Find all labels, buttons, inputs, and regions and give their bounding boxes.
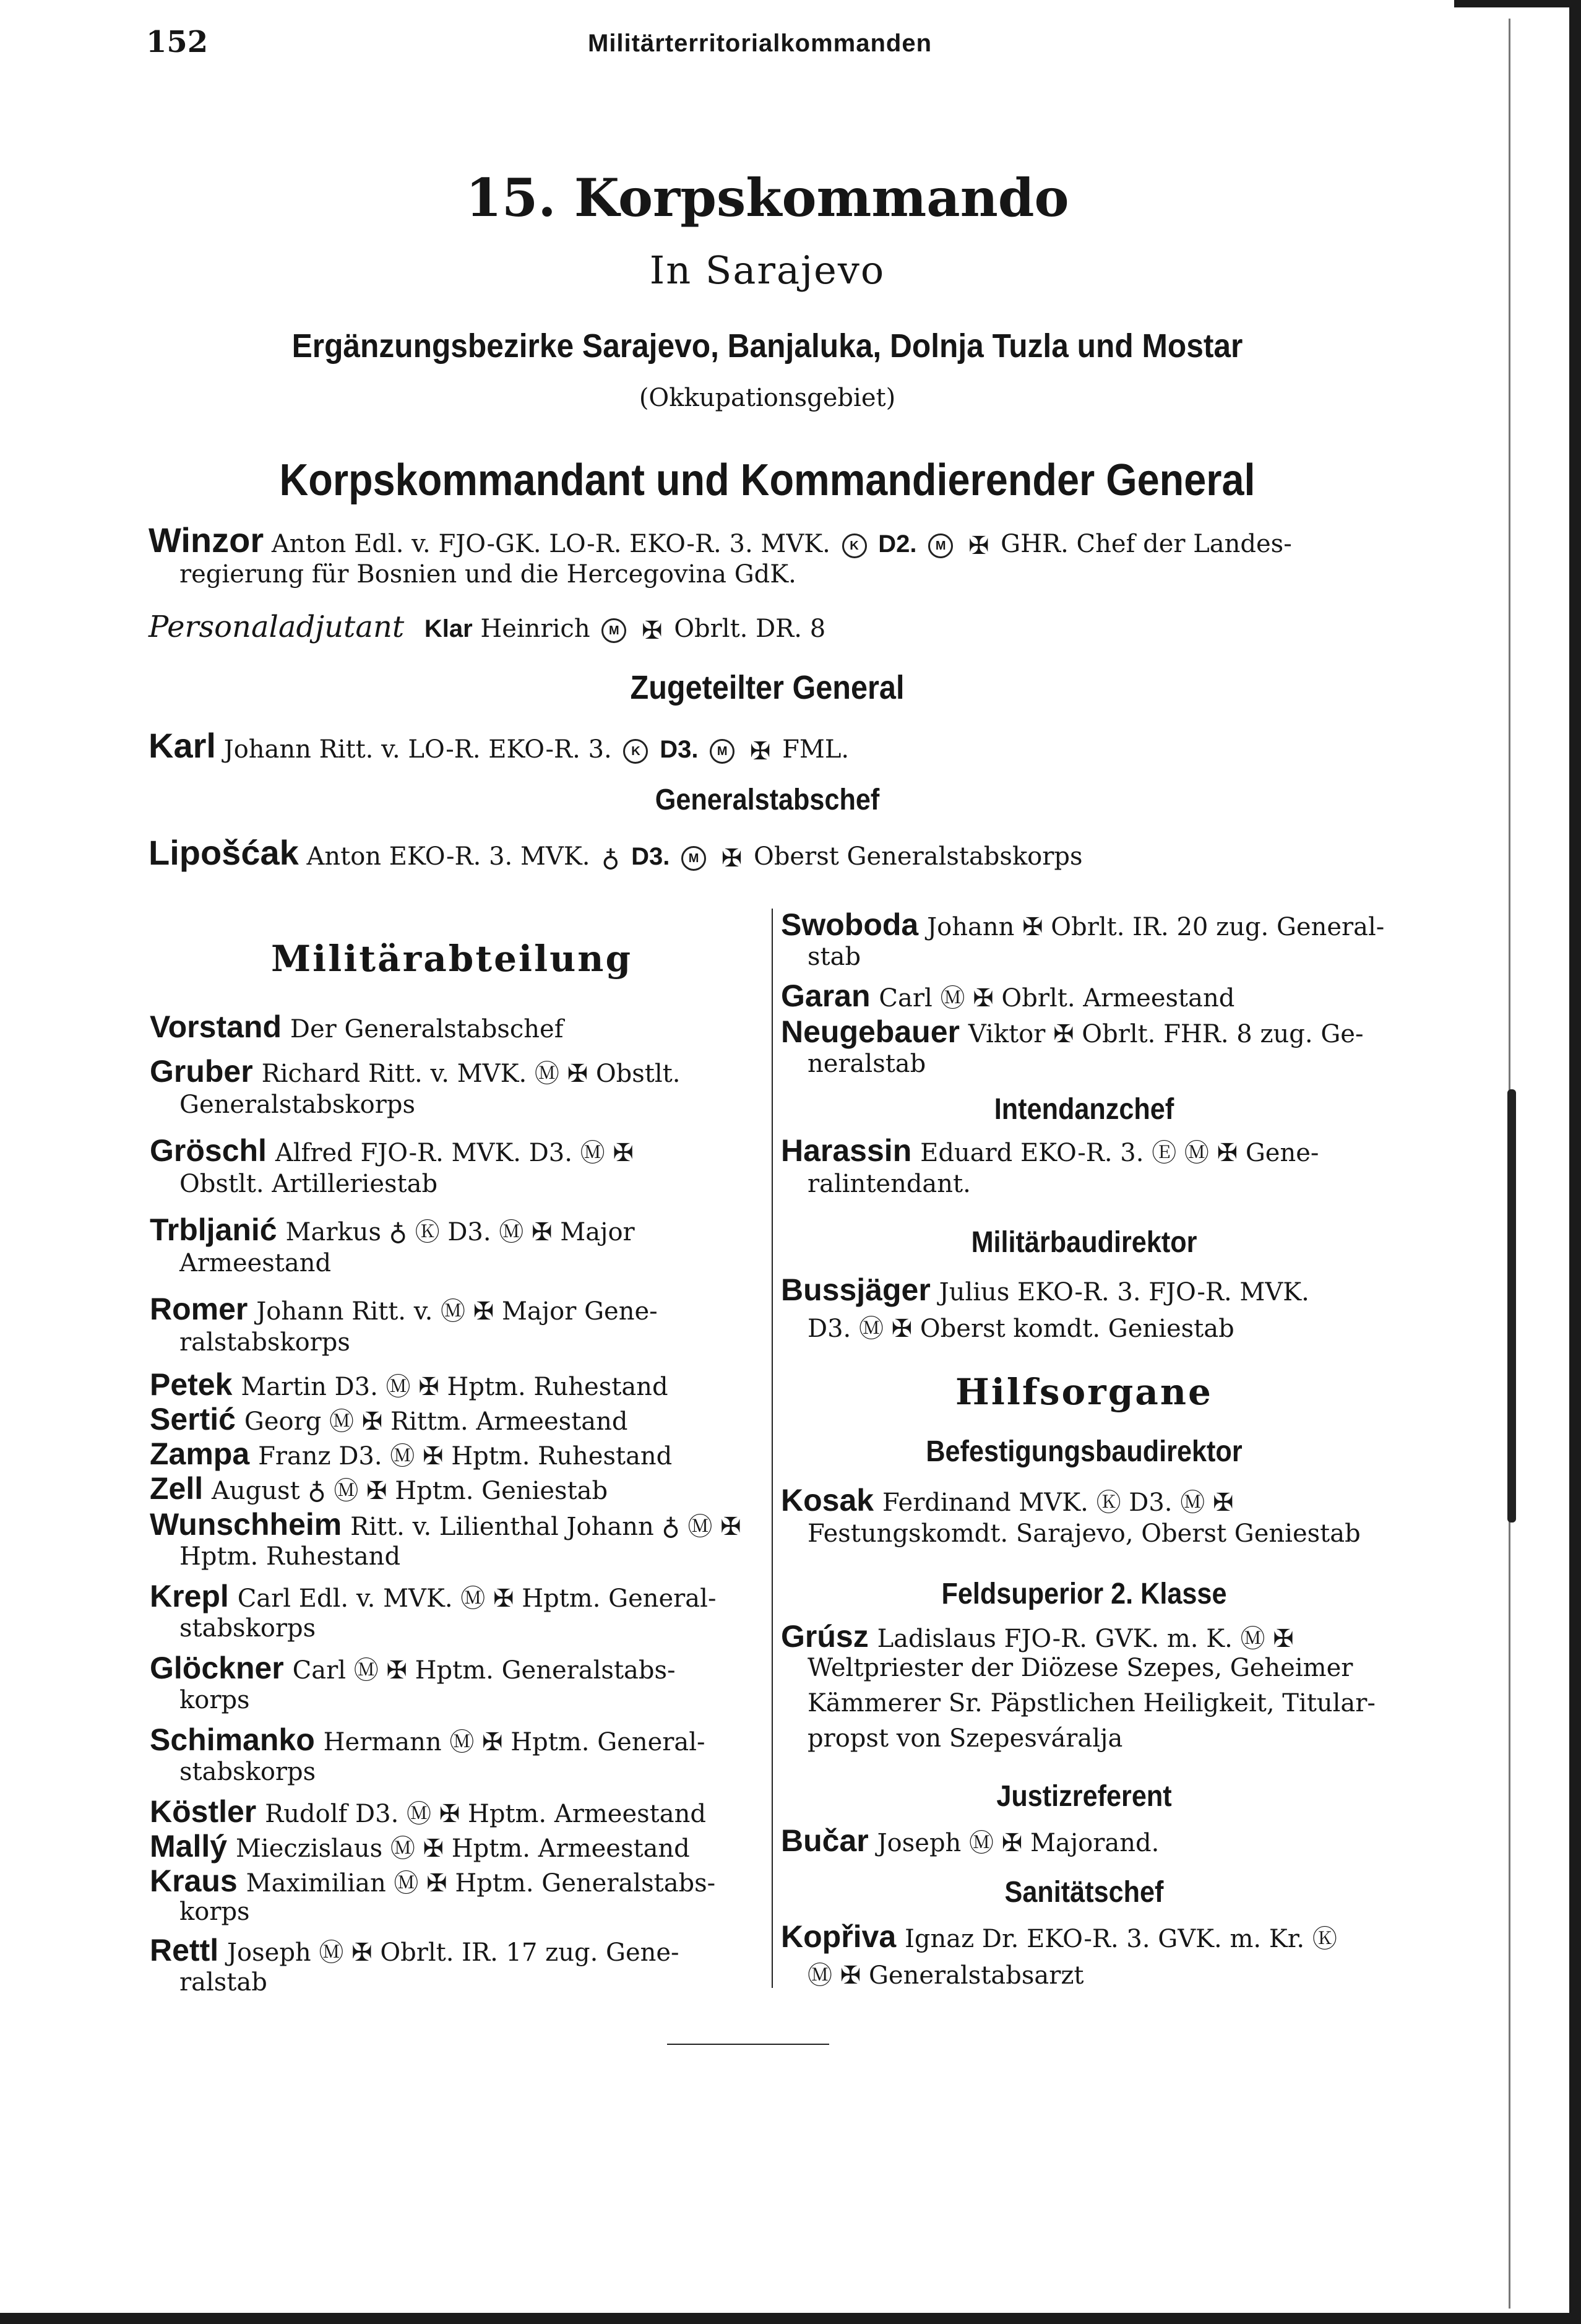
list-item xyxy=(781,1823,1159,1859)
section-heading: Befestigungsbaudirektor xyxy=(926,1435,1243,1468)
section-heading: Justizreferent xyxy=(996,1780,1172,1813)
entry-text: Weltpriester der Diözese Szepes, Geheimer xyxy=(808,1654,1353,1682)
entry-text: Julius EKO-R. 3. FJO-R. MVK. xyxy=(939,1278,1309,1307)
list-item xyxy=(781,907,1384,943)
entry-text: Der Generalstabschef xyxy=(290,1015,564,1043)
entry-name: Bussjäger xyxy=(781,1272,939,1307)
entry-text: Anton EKO-R. 3. MVK. xyxy=(306,842,590,871)
list-item-continuation xyxy=(179,1898,250,1926)
entry-text: Ignaz Dr. EKO-R. 3. GVK. m. Kr. Ⓚ xyxy=(905,1925,1337,1953)
entry-name: Zampa xyxy=(150,1436,259,1471)
entry-text: Carl Ⓜ ✠ Hptm. Generalstabs- xyxy=(292,1656,676,1685)
commander-heading: Korpskommandant und Kommandierender General xyxy=(279,456,1256,505)
list-item xyxy=(150,1578,716,1614)
list-item-continuation xyxy=(808,1309,1234,1344)
entry-text: Alfred FJO-R. MVK. D3. Ⓜ ✠ xyxy=(275,1139,634,1167)
list-item-continuation xyxy=(179,1091,415,1119)
entry-continuation: regierung für Bosnien und die Hercegovina GdK. xyxy=(179,560,796,589)
medal-k-icon: K xyxy=(842,533,867,558)
entry-text: Johann Ritt. v. Ⓜ ✠ Major Gene- xyxy=(256,1297,658,1326)
list-item xyxy=(150,1291,658,1327)
entry-adjutant xyxy=(149,610,825,645)
list-item xyxy=(150,1828,690,1864)
entry-text: stab xyxy=(808,943,861,971)
section-heading: Militärbaudirektor xyxy=(971,1226,1197,1259)
entry-name: Kopřiva xyxy=(781,1919,905,1954)
list-item-continuation xyxy=(179,1170,437,1198)
entry-name: Mallý xyxy=(150,1829,236,1864)
list-item xyxy=(781,1133,1319,1168)
list-item xyxy=(150,1436,672,1472)
list-item xyxy=(150,1932,679,1968)
entry-name: Gruber xyxy=(150,1054,262,1089)
list-item-continuation xyxy=(179,1249,331,1277)
section-heading: Feldsuperior 2. Klasse xyxy=(941,1578,1227,1610)
list-item xyxy=(150,1863,715,1899)
entry-text: FML. xyxy=(782,735,850,764)
entry-text: Festungskomdt. Sarajevo, Oberst Geniestab xyxy=(808,1519,1361,1548)
entry-name: Gröschl xyxy=(150,1133,275,1168)
medal-k-icon: K xyxy=(623,739,648,764)
entry-text: Ferdinand MVK. Ⓚ D3. Ⓜ ✠ xyxy=(882,1488,1234,1517)
list-item xyxy=(781,978,1234,1014)
column-divider xyxy=(772,909,773,1988)
list-item xyxy=(150,1794,706,1829)
running-head: Militärterritorialkommanden xyxy=(588,30,933,57)
entry-karl xyxy=(149,725,849,766)
districts-line: Ergänzungsbezirke Sarajevo, Banjaluka, Dolnja Tuzla und Mostar xyxy=(291,327,1243,365)
occupation-note: (Okkupationsgebiet) xyxy=(639,384,896,412)
list-item xyxy=(781,1618,1294,1654)
cross-icon: ✠ xyxy=(642,616,663,645)
entry-text: D3. Ⓜ ✠ Oberst komdt. Geniestab xyxy=(808,1315,1234,1343)
list-item-continuation xyxy=(808,1689,1376,1717)
entry-name: Köstler xyxy=(150,1794,265,1829)
entry-name: Schimanko xyxy=(150,1722,324,1757)
entry-name: Winzor xyxy=(149,521,264,559)
entry-name: Rettl xyxy=(150,1933,227,1968)
entry-text: Ritt. v. Lilienthal Johann ♁ Ⓜ ✠ xyxy=(350,1513,741,1541)
entry-text: Georg Ⓜ ✠ Rittm. Armeestand xyxy=(244,1407,628,1436)
list-item xyxy=(781,1919,1337,1955)
entry-winzor xyxy=(149,520,1292,560)
entry-text: D2. xyxy=(878,530,917,558)
entry-text: Eduard EKO-R. 3. Ⓔ Ⓜ ✠ Gene- xyxy=(920,1139,1319,1167)
list-item xyxy=(150,1053,680,1089)
list-item xyxy=(150,1650,676,1686)
entry-text: Viktor ✠ Obrlt. FHR. 8 zug. Ge- xyxy=(968,1020,1364,1048)
entry-text: Joseph Ⓜ ✠ Obrlt. IR. 17 zug. Gene- xyxy=(227,1938,679,1967)
entry-text: GHR. Chef der Landes- xyxy=(1001,530,1292,558)
entry-text: Ⓜ ✠ Generalstabsarzt xyxy=(808,1961,1084,1990)
list-item-continuation xyxy=(179,1968,267,1997)
entry-name: Kosak xyxy=(781,1483,882,1518)
entry-text: korps xyxy=(179,1686,250,1714)
entry-name: Neugebauer xyxy=(781,1014,968,1049)
entry-text: Generalstabskorps xyxy=(179,1091,415,1119)
entry-name: Bučar xyxy=(781,1823,877,1858)
entry-text: propst von Szepesváralja xyxy=(808,1724,1123,1753)
scan-border-right xyxy=(1569,0,1581,2324)
entry-text: Maximilian Ⓜ ✠ Hptm. Generalstabs- xyxy=(246,1869,716,1898)
entry-name: Garan xyxy=(781,978,879,1013)
entry-text: Ladislaus FJO-R. GVK. m. K. Ⓜ ✠ xyxy=(877,1625,1294,1653)
end-rule xyxy=(667,2044,829,2045)
cross-icon: ✠ xyxy=(749,737,771,766)
list-item xyxy=(150,1212,635,1248)
list-item-continuation xyxy=(179,1328,350,1357)
entry-text: ralstab xyxy=(179,1968,267,1997)
list-item xyxy=(150,1506,741,1542)
entry-text: D3. xyxy=(631,843,670,870)
entry-text: stabskorps xyxy=(179,1614,316,1643)
entry-text: D3. xyxy=(660,736,699,763)
chief-heading: Generalstabschef xyxy=(655,784,880,816)
list-item-continuation xyxy=(808,1724,1122,1753)
cross-icon: ✠ xyxy=(721,844,743,873)
entry-text: Heinrich xyxy=(480,615,590,643)
list-item-continuation xyxy=(179,1758,316,1786)
entry-text: August ♁ Ⓜ ✠ Hptm. Geniestab xyxy=(212,1477,608,1505)
entry-name: Glöckner xyxy=(150,1651,293,1685)
list-item-continuation xyxy=(808,1519,1361,1548)
list-item xyxy=(781,1482,1233,1518)
entry-name: Swoboda xyxy=(781,907,928,942)
binding-mark xyxy=(1507,1089,1516,1523)
list-item-continuation xyxy=(808,1050,926,1078)
list-item xyxy=(150,1367,668,1402)
entry-text: Richard Ritt. v. MVK. Ⓜ ✠ Obstlt. xyxy=(261,1060,681,1088)
entry-name: Harassin xyxy=(781,1133,921,1168)
entry-name: Wunschheim xyxy=(150,1507,351,1542)
entry-text: Franz D3. Ⓜ ✠ Hptm. Ruhestand xyxy=(258,1442,673,1471)
entry-name: Grúsz xyxy=(781,1619,877,1654)
entry-text: Hptm. Ruhestand xyxy=(179,1542,401,1571)
role-label: Personaladjutant xyxy=(149,610,405,644)
scan-border-bottom xyxy=(0,2313,1581,2324)
city-subtitle: In Sarajevo xyxy=(649,248,885,293)
list-item-continuation xyxy=(808,1956,1083,1991)
entry-liposcak xyxy=(149,832,1083,873)
entry-name: Karl xyxy=(149,726,216,765)
entry-text: Carl Edl. v. MVK. Ⓜ ✠ Hptm. General- xyxy=(237,1584,717,1613)
medal-m-icon: M xyxy=(601,618,626,643)
list-item-continuation xyxy=(808,1170,971,1198)
entry-text: Armeestand xyxy=(179,1249,332,1277)
entry-text: Johann Ritt. v. LO-R. EKO-R. 3. xyxy=(223,735,612,764)
list-item-continuation xyxy=(808,943,861,971)
section-heading: Intendanzchef xyxy=(994,1093,1174,1126)
entry-text: ralintendant. xyxy=(808,1170,971,1198)
entry-text: stabskorps xyxy=(179,1758,316,1786)
cross-icon: ✠ xyxy=(968,532,989,560)
list-item xyxy=(150,1722,705,1758)
entry-name: Romer xyxy=(150,1292,257,1326)
entry-text: Anton Edl. v. FJO-GK. LO-R. EKO-R. 3. MVK. xyxy=(271,530,830,558)
entry-text: Obstlt. Artilleriestab xyxy=(179,1170,438,1198)
entry-text: Joseph Ⓜ ✠ Majorand. xyxy=(877,1829,1160,1857)
scan-border-top xyxy=(1454,0,1581,7)
list-item xyxy=(781,1272,1309,1308)
entry-name: Vorstand xyxy=(150,1009,290,1044)
list-item-continuation xyxy=(808,1654,1353,1682)
list-item xyxy=(150,1471,608,1506)
list-item xyxy=(150,1009,564,1045)
section-heading: Sanitätschef xyxy=(1004,1876,1164,1909)
page-title: 15. Korpskommando xyxy=(465,167,1069,228)
assigned-heading: Zugeteilter General xyxy=(630,669,905,706)
page-number: 152 xyxy=(146,25,209,59)
entry-text: Mieczislaus Ⓜ ✠ Hptm. Armeestand xyxy=(235,1834,690,1863)
entry-text: neralstab xyxy=(808,1050,926,1078)
entry-text: Johann ✠ Obrlt. IR. 20 zug. General- xyxy=(927,913,1385,941)
entry-text: Oberst Generalstabskorps xyxy=(754,842,1083,871)
entry-name: Petek xyxy=(150,1367,241,1402)
left-heading: Militärabteilung xyxy=(270,938,633,980)
entry-name: Lipošćak xyxy=(149,833,299,872)
entry-text: ralstabskorps xyxy=(179,1328,350,1357)
entry-text: Carl Ⓜ ✠ Obrlt. Armeestand xyxy=(879,984,1235,1013)
medal-m-icon: M xyxy=(928,533,953,558)
entry-name: Trbljanić xyxy=(150,1212,286,1247)
decoration-icon: ♁ xyxy=(601,844,620,873)
entry-text: Markus ♁ Ⓚ D3. Ⓜ ✠ Major xyxy=(285,1218,635,1246)
list-item xyxy=(781,1014,1363,1050)
entry-text: korps xyxy=(179,1898,250,1926)
entry-text: Obrlt. DR. 8 xyxy=(674,615,826,643)
entry-text: Kämmerer Sr. Päpstlichen Heiligkeit, Titular- xyxy=(808,1689,1376,1717)
entry-text: Hermann Ⓜ ✠ Hptm. General- xyxy=(323,1728,705,1756)
list-item-continuation xyxy=(179,1686,250,1714)
entry-text: Martin D3. Ⓜ ✠ Hptm. Ruhestand xyxy=(241,1373,668,1401)
entry-text: Rudolf D3. Ⓜ ✠ Hptm. Armeestand xyxy=(265,1800,706,1828)
entry-name: Klar xyxy=(424,615,473,642)
entry-name: Kraus xyxy=(150,1864,246,1898)
list-item xyxy=(150,1133,634,1168)
medal-m-icon: M xyxy=(710,739,734,764)
entry-name: Zell xyxy=(150,1471,212,1506)
entry-name: Krepl xyxy=(150,1579,238,1613)
entry-name: Sertić xyxy=(150,1402,244,1436)
list-item-continuation xyxy=(179,1542,400,1571)
list-item-continuation xyxy=(179,1614,316,1643)
list-item xyxy=(150,1401,627,1437)
section-heading: Hilfsorgane xyxy=(955,1371,1213,1413)
medal-m-icon: M xyxy=(681,846,706,871)
